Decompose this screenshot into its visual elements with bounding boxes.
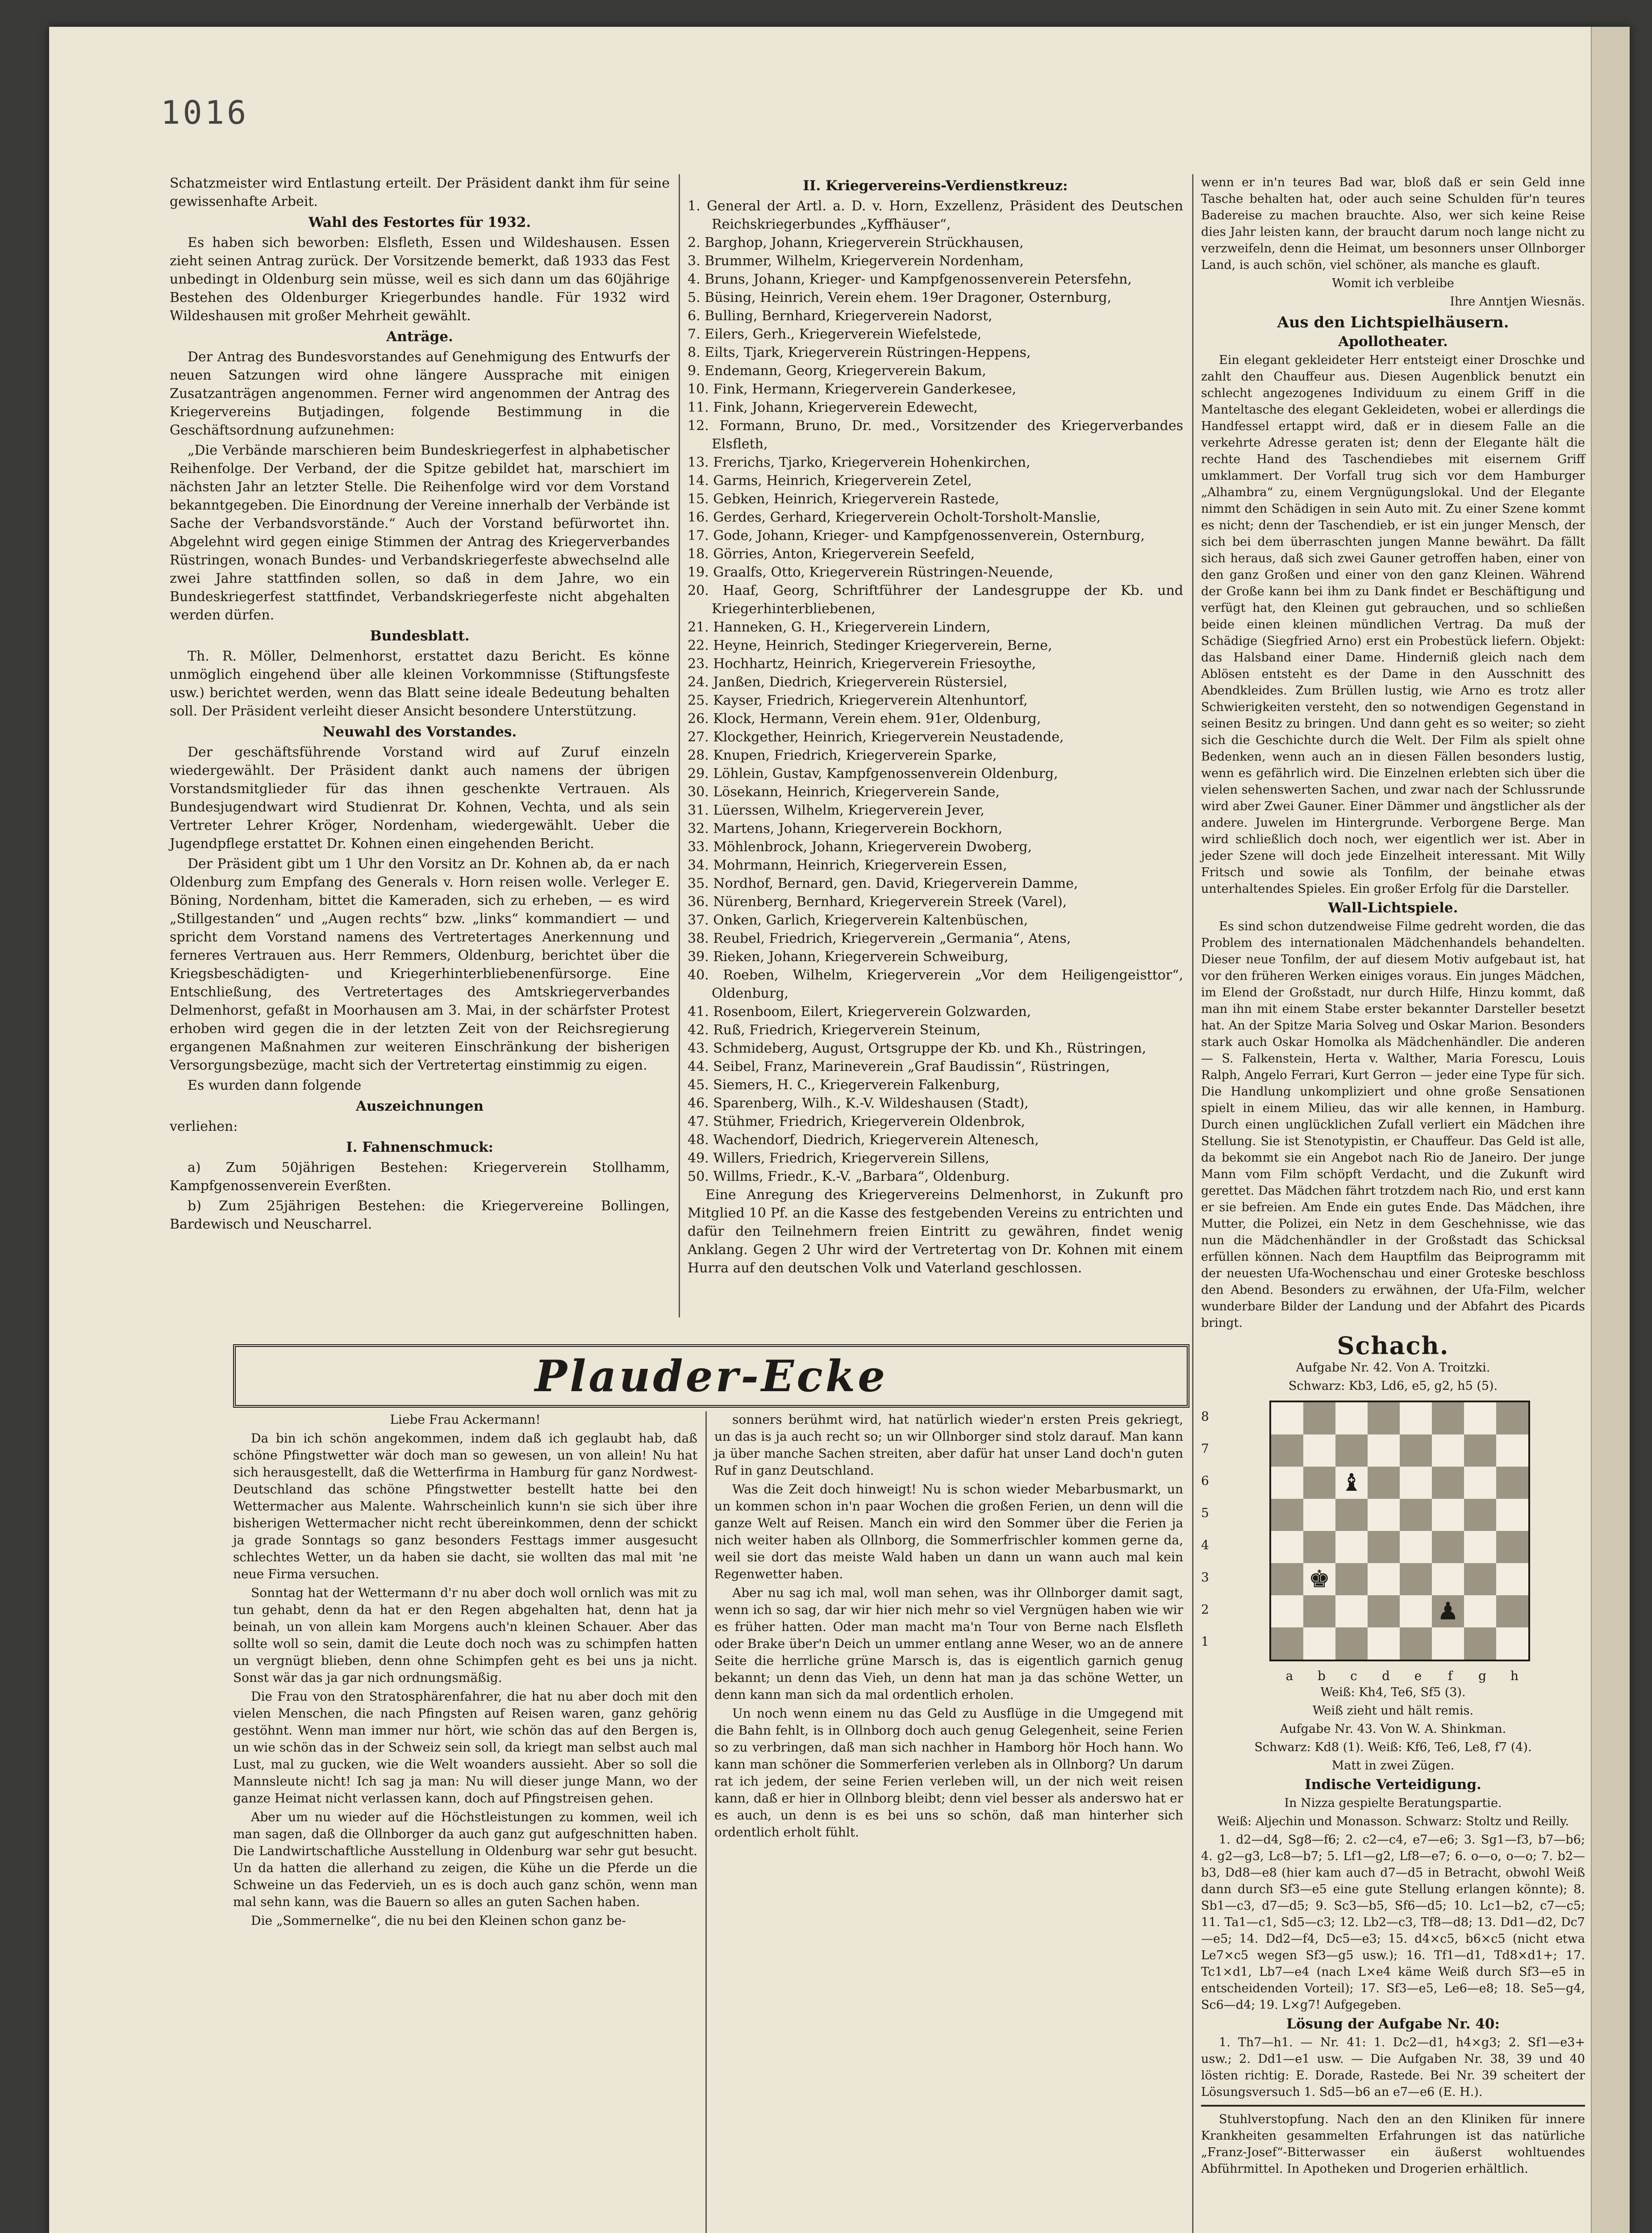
section-heading: Anträge. — [386, 329, 453, 345]
award-list-item: 8. Eilts, Tjark, Kriegerverein Rüstringen-Heppens, — [688, 345, 1031, 360]
award-list-item: 4. Bruns, Johann, Krieger- und Kampfgenossenverein Petersfehn, — [688, 272, 1132, 287]
chess-square — [1464, 1434, 1496, 1467]
chess-square — [1368, 1595, 1400, 1627]
paragraph: Der Präsident gibt um 1 Uhr den Vorsitz an Dr. Kohnen ab, da er nach Oldenburg zum Empfang des Generals v. Horn reisen wolle. Verleger E. Böning, Nordenham, bittet die Kameraden, sich zu erheben, — es wird „Stillgestanden“ und „Augen rechts“ bzw. „links“ kommandiert — und spricht dem Vorstand namens des Vertretertages Anerkennung und ferneres Vertrauen aus. Herr Remmers, Oldenburg, berichtet über die Kriegsbeschädigten- und Kriegerhinterbliebenenfürsorge. Eine Entschließung, des Vertretertages des Amtskriegerverbandes Delmenhorst, gefaßt in Moorhausen am 3. Mai, in der schärfster Protest erhoben wird gegen die in der letzten Zeit von der Reichsregierung ergangenen Maßnahmen zur weiteren Einschränkung der bisherigen Versorgungsbezüge, macht sich der Vertretertag einstimmig zu eigen. — [170, 856, 670, 1073]
column-2 — [688, 174, 1183, 1279]
chess-square — [1400, 1531, 1432, 1563]
column-3 — [1201, 174, 1585, 2179]
paragraph: wenn er in'n teures Bad war, bloß daß er sein Geld inne Tasche behalten hat, oder auch seine Schulden für'n teures Badereise zu machen brauchte. Also, wer sich keine Reise dies Jahr leisten kann, der braucht darum noch lange nicht zu verzweifeln, denn die Heimat, um besonners unser Ollnborger Land, is auch schön, viel schöner, als manche es glauft. — [1201, 176, 1585, 272]
chess-square — [1400, 1499, 1432, 1531]
award-list-item: 36. Nürenberg, Bernhard, Kriegerverein Streek (Varel), — [688, 894, 1067, 910]
award-list-item: 24. Janßen, Diedrich, Kriegerverein Rüstersiel, — [688, 674, 1008, 690]
award-list-item: 49. Willers, Friedrich, Kriegerverein Sillens, — [688, 1150, 989, 1166]
chess-square — [1464, 1563, 1496, 1595]
section-heading: Bundesblatt. — [370, 628, 470, 644]
award-list-item: 19. Graalfs, Otto, Kriegerverein Rüstringen-Neuende, — [688, 565, 1053, 580]
award-list-item: 42. Ruß, Friedrich, Kriegerverein Steinum, — [688, 1022, 981, 1038]
chess-square — [1400, 1627, 1432, 1660]
chess-square — [1303, 1434, 1335, 1467]
chess-square — [1432, 1563, 1464, 1595]
paragraph: Schatzmeister wird Entlastung erteilt. Der Präsident dankt ihm für seine gewissenhafte Arbeit. — [170, 176, 670, 209]
file-labels — [1219, 1668, 1585, 1684]
chess-square — [1400, 1434, 1432, 1467]
chess-square — [1432, 1531, 1464, 1563]
chess-square — [1303, 1467, 1335, 1499]
rank-label: 6 — [1201, 1473, 1209, 1488]
award-list-item: 27. Klockgether, Heinrich, Kriegerverein Neustadende, — [688, 729, 1064, 745]
paragraph: Der geschäftsführende Vorstand wird auf Zuruf einzeln wiedergewählt. Der Präsident dankt auch namens der übrigen Vorstandsmitglieder für das ihnen geschenkte Vertrauen. Als Bundesjugendwart wird Studienrat Dr. Kohnen, Vechta, und als sein Vertreter Lehrer Kröger, Nordenham, wiedergewählt. Ueber die Jugendpflege erstattet Dr. Kohnen einen eingehenden Bericht. — [170, 744, 670, 852]
paragraph: 1. Th7—h1. — Nr. 41: 1. Dc2—d1, h4×g3; 2. Sf1—e3+ usw.; 2. Dd1—e1 usw. — Die Aufgaben Nr. 38, 39 und 40 lösten richtig: E. Dorade, Rastede. Bei Nr. 39 scheitert der Lösungsversuch 1. Sd5—b6 an e7—e6 (E. H.). — [1201, 2036, 1585, 2099]
award-list-item: 18. Görries, Anton, Kriegerverein Seefeld, — [688, 546, 975, 562]
column-rule — [679, 174, 680, 1317]
letter-paragraph: Da bin ich schön angekommen, indem daß ich geglaubt hab, daß schöne Pfingstwetter wär doch man so gewesen, un von allein! Nu hat sich herausgestellt, daß die Wetterfirma in Hamburg für ganz Nordwest-Deutschland das schöne Pfingstwetter bestellt hatte bei den Wettermacher aus Malente. Wahrscheinlich kunn'n sie sich über ihre bisherigen Wettermacher nicht recht übereinkommen, denn der schickt ja grade Sonntags so ganz besonders Festtags immer ausgesucht schlechtes Wetter, un da haben sie dacht, sie wollten das mal mit 'ne neue Firma versuchen. — [233, 1431, 697, 1581]
chess-square — [1464, 1595, 1496, 1627]
section-heading: Apollotheater. — [1338, 334, 1448, 350]
chess-square — [1335, 1402, 1368, 1434]
letter-paragraph: Was die Zeit doch hinweigt! Nu is schon wieder Mebarbusmarkt, un un kommen schon in'n paar Wochen die großen Ferien, un denn will die ganze Welt auf Reisen. Manch ein wird den Sommer über die Ferien ja nich weiter haben als Ollnborg, die Sommerfrischler kommen gerne da, weil sie dort das meiste Wald haben un dann un wann auch mal kein Regenwetter haben. — [714, 1482, 1183, 1581]
game-players: Weiß: Aljechin und Monasson. Schwarz: Stoltz und Reilly. — [1217, 1815, 1569, 1828]
chess-square — [1400, 1563, 1432, 1595]
file-label: f — [1448, 1668, 1453, 1683]
plauder-left-column — [233, 1411, 697, 1931]
problem-black: Schwarz: Kb3, Ld6, e5, g2, h5 (5). — [1288, 1379, 1498, 1393]
chess-square — [1271, 1402, 1303, 1434]
problem-white: Weiß: Kh4, Te6, Sf5 (3). — [1320, 1685, 1466, 1699]
plauder-right-column — [714, 1411, 1183, 1843]
award-list-item: 3. Brummer, Wilhelm, Kriegerverein Nordenham, — [688, 253, 1024, 269]
chess-square: ♚ — [1303, 1563, 1335, 1595]
award-list-item: 2. Barghop, Johann, Kriegerverein Strückhausen, — [688, 235, 1024, 251]
section-heading: Aus den Lichtspielhäusern. — [1277, 314, 1509, 331]
advertisement: Stuhlverstopfung. Nach den an den Kliniken für innere Krankheiten gesammelten Erfahrungen ist das natürliche „Franz-Josef“-Bitterwasser ein äußerst wohltuendes Abführmittel. In Apotheken und Drogerien erhältlich. — [1201, 2112, 1585, 2176]
chess-square — [1271, 1595, 1303, 1627]
award-list-item: 29. Löhlein, Gustav, Kampfgenossenverein Oldenburg, — [688, 766, 1058, 782]
rank-label: 3 — [1201, 1570, 1209, 1585]
award-list-item: 31. Lüerssen, Wilhelm, Kriegerverein Jever, — [688, 803, 985, 818]
paragraph: Es wurden dann folgende — [188, 1078, 362, 1093]
column-1 — [170, 174, 670, 1235]
file-label: g — [1478, 1668, 1486, 1683]
section-heading: Auszeichnungen — [355, 1098, 484, 1114]
paragraph: a) Zum 50jährigen Bestehen: Kriegerverein Stollhamm, Kampfgenossenverein Everßten. — [170, 1160, 670, 1194]
award-list-item: 15. Gebken, Heinrich, Kriegerverein Rastede, — [688, 491, 999, 507]
file-label: b — [1318, 1668, 1326, 1683]
chess-square — [1271, 1467, 1303, 1499]
rank-label: 8 — [1201, 1409, 1209, 1424]
problem-task: Matt in zwei Zügen. — [1331, 1759, 1455, 1773]
chess-square — [1400, 1595, 1432, 1627]
award-list-item: 39. Rieken, Johann, Kriegerverein Schweiburg, — [688, 949, 1009, 965]
chess-square — [1368, 1467, 1400, 1499]
paragraph: Es sind schon dutzendweise Filme gedreht worden, die das Problem des internationalen Mädchenhandels behandelten. Dieser neue Tonfilm, der auf diesem Motiv aufgebaut ist, hat vor den früheren Werken einiges voraus. Ein junges Mädchen, im Elend der Großstadt, nur durch Hilfe, Hinzu kommt, daß man ihn mit einem Stabe erster bekannter Darsteller besetzt hat. An der Spitze Maria Solveg und Oskar Marion. Besonders stark auch Oskar Homolka als Mädchenhändler. Die anderen — S. Falkenstein, Herta v. Walther, Maria Forescu, Louis Ralph, Angelo Ferrari, Kurt Gerron — jeder eine Type für sich. Die Handlung unkompliziert und ohne große Sensationen spielt in einem Milieu, das wir alle kennen, in Hamburg. Durch einen unglücklichen Zufall verliert ein Mädchen ihre Stellung. Sie ist Stenotypistin, er Chauffeur. Das Geld ist alle, da bekommt sie ein Angebot nach Rio de Janeiro. Der junge Mann vom Film schöpft Verdacht, und die Zukunft wird gerettet. Das Mädchen fährt trotzdem nach Rio, und erst kann er sie befreien. Am Ende ein gutes Ende. Das Mädchen, ihre Mutter, die Polizei, ein Netz in dem Geschehnisse, wie das nun die Mädchenhändler in der Großstadt das Schicksal erfüllen können. Nach dem Hauptfilm das Beiprogramm mit der neuesten Ufa-Wochenschau und einer Groteske beschloss den Abend. Besonders zu erwähnen, der Ufa-Film, welcher wunderbare Bilder der Landung und der Abfahrt des Picards bringt. — [1201, 920, 1585, 1330]
chess-square — [1368, 1402, 1400, 1434]
rank-labels — [1201, 1401, 1209, 1658]
chess-square — [1496, 1499, 1528, 1531]
paragraph: „Die Verbände marschieren beim Bundeskriegerfest in alphabetischer Reihenfolge. Der Verband, der die Spitze gebildet hat, marschiert im nächsten Jahr an letzter Stelle. Die Reihenfolge wird vor dem Vorstand bekanntgegeben. Die Einordnung der Vereine innerhalb der Verbände ist Sache der Verbandsvorstände.“ Auch der Vorstand befürwortet ihn. Abgelehnt wird gegen einige Stimmen der Antrag des Kriegerverbandes Rüstringen, wonach Bundes- und Verbandskriegerfeste abwechselnd alle zwei Jahre stattfinden sollen, so daß in dem Jahre, wo ein Bundeskriegerfest stattfindet, Verbandskriegerfeste nicht abgehalten werden dürfen. — [170, 443, 670, 623]
chess-square — [1335, 1563, 1368, 1595]
rank-label: 5 — [1201, 1505, 1209, 1520]
chess-square — [1496, 1627, 1528, 1660]
chess-square — [1368, 1434, 1400, 1467]
chess-square — [1432, 1402, 1464, 1434]
file-label: d — [1382, 1668, 1390, 1683]
chess-square — [1368, 1499, 1400, 1531]
chess-square — [1464, 1627, 1496, 1660]
rank-label: 2 — [1201, 1602, 1209, 1617]
section-heading: Indische Verteidigung. — [1305, 1777, 1481, 1793]
section-heading: Neuwahl des Vorstandes. — [322, 724, 517, 740]
problem-title: Aufgabe Nr. 43. Von W. A. Shinkman. — [1280, 1722, 1506, 1736]
chess-square — [1496, 1402, 1528, 1434]
chess-square — [1496, 1531, 1528, 1563]
page-number: 1016 — [161, 94, 249, 131]
paragraph: Womit ich verbleibe — [1332, 276, 1454, 290]
game-subtitle: In Nizza gespielte Beratungspartie. — [1284, 1796, 1502, 1810]
award-list-item: 44. Seibel, Franz, Marineverein „Graf Baudissin“, Rüstringen, — [688, 1059, 1110, 1075]
chess-square — [1271, 1499, 1303, 1531]
award-list-item: 45. Siemers, H. C., Kriegerverein Falkenburg, — [688, 1077, 1000, 1093]
award-list-item: 34. Mohrmann, Heinrich, Kriegerverein Essen, — [688, 857, 1007, 873]
chess-square — [1271, 1531, 1303, 1563]
award-list-item: 7. Eilers, Gerh., Kriegerverein Wiefelstede, — [688, 326, 982, 342]
award-list-item: 28. Knupen, Friedrich, Kriegerverein Sparke, — [688, 748, 997, 763]
chess-square — [1335, 1499, 1368, 1531]
letter-paragraph: Un noch wenn einem nu das Geld zu Ausflüge in die Umgegend mit die Bahn fehlt, is in Ollnborg doch auch genug Gelegenheit, seine Ferien so zu verbringen, daß man sich nachher in Hamborg hör Hoch hann. Wo kann man schöner die Sommerferien verleben als in Ollnborg? Un darum rat ich jedem, der seine Ferien verleben will, un der nich weit reisen kann, daß er hier in Ollnborg bleibt; denn viel besser als anderswo hat er es auch, un denn is es bei uns so schön, daß man hinterher sich ordentlich erholt fühlt. — [714, 1706, 1183, 1840]
paragraph: Ein elegant gekleideter Herr entsteigt einer Droschke und zahlt den Chauffeur aus. Diesen Augenblick benutzt ein schlecht angezogenes Individuum zu einem Griff in die Manteltasche des elegant Gekleideten, wobei er allerdings die Handfessel ertappt wird, daß er in diesem Falle an die verkehrte Adresse geraten ist; denn der Elegante hält die rechte Hand des Taschendiebes mit eisernem Griff umklammert. Der Vorfall trug sich vor dem Hamburger „Alhambra“ zu, einem Vergnügungslokal. Und der Elegante nimmt den Schädigen in sein Auto mit. Zu einer Szene kommt es nicht; denn der Taschendieb, er ist ein junger Mensch, der sich bei dem überraschten jungen Manne bewährt. Da fällt sich heraus, daß sich zwei Gauner getroffen haben, einer von den ganz Großen und einer von den ganz Kleinen. Während der Große kann bei ihm zu Dank findet er Beschäftigung und verfügt hat, den Kleinen gut gebrauchen, und so schließen beide einen kleinen mündlichen Vertrag. Da muß der Schädige (Siegfried Arno) erst ein Probestück liefern. Objekt: das Halsband einer Dame. Hinderniß gleich nach dem Ablösen entsteht es der Dame in den Ausschnitt des Abendkleides. Zum Brüllen lustig, wie Arno es trotz aller Schwierigkeiten versteht, den so notwendigen Gegenstand in seinen Besitz zu bringen. Und dann geht es so weiter; so zieht sich die Geschichte durch die Welt. Der Film als spielt ohne Bedenken, wenn auch an in diesen Fällen besonders lustig, wenn es gefährlich wird. Die Einzelnen erlebten sich über die vielen sehenswerten Sachen, und zwar nach der Schlussrunde wird aber Zwei Gauner. Einer Dämmer und ängstlicher als der andere. Juwelen im Hintergrunde. Verborgene Berge. Man wird schließlich doch noch, wer eigentlich wer ist. Aber in jeder Szene will doch jede Einzelheit interessant. Mit Willy Fritsch und sowie als Tonfilm, der beinahe etwas unterhaltendes Spieles. Ein großer Erfolg für die Darsteller. — [1201, 353, 1585, 896]
paragraph: Der Antrag des Bundesvorstandes auf Genehmigung des Entwurfs der neuen Satzungen wird ohne längere Aussprache mit einigen Zusatzanträgen angenommen. Ferner wird angenommen der Antrag des Kriegervereins Butjadingen, folgende Bestimmung in die Geschäftsordnung aufzunehmen: — [170, 349, 670, 438]
game-moves: 1. d2—d4, Sg8—f6; 2. c2—c4, e7—e6; 3. Sg1—f3, b7—b6; 4. g2—g3, Lc8—b7; 5. Lf1—g2, Lf8—e7; 6. o—o, o—o; 7. b2—b3, Dd8—e8 (hier kam auch d7—d5 in Betracht, obwohl Weiß dann durch Sf3—e5 eine gute Stellung erlangen könnte); 8. Sb1—c3, d7—d5; 9. Sc3—b5, Sf6—d5; 10. Lc1—b2, c7—c5; 11. Ta1—c1, Sd5—c3; 12. Lb2—c3, Tf8—d8; 13. Dd1—d2, Dc7—e5; 14. Dd2—f4, Dc5—e3; 15. d4×c5, b6×c5 (nicht etwa Le7×c5 wegen Sf3—g5 usw.); 16. Tf1—d1, Td8×d1+; 17. Tc1×d1, Lb7—e4 (nach L×e4 käme Weiß durch Sf3—e5 in entscheidenden Vorteil); 17. Sf3—e5, Le6—e8; 18. Se5—g4, Sc6—d4; 19. L×g7! Aufgegeben. — [1201, 1833, 1585, 2012]
award-list-item: 37. Onken, Garlich, Kriegerverein Kaltenbüschen, — [688, 912, 1028, 928]
award-list — [688, 197, 1183, 1186]
chess-heading: Schach. — [1337, 1331, 1449, 1360]
award-list-item: 25. Kayser, Friedrich, Kriegerverein Altenhuntorf, — [688, 693, 1028, 708]
letter-paragraph: Die „Sommernelke“, die nu bei den Kleinen schon ganz be- — [251, 1913, 626, 1928]
paragraph: Es haben sich beworben: Elsfleth, Essen und Wildeshausen. Essen zieht seinen Antrag zurück. Der Vorsitzende bemerkt, daß 1933 das Fest unbedingt in Oldenburg sein müsse, weil es sich dann um das 60jährige Bestehen des Oldenburger Kriegerbundes handle. Für 1932 wird Wildeshausen mit großer Mehrheit gewählt. — [170, 235, 670, 324]
section-heading: Wahl des Festortes für 1932. — [308, 214, 531, 230]
award-list-item: 50. Willms, Friedr., K.-V. „Barbara“, Oldenburg. — [688, 1169, 1010, 1184]
letter-paragraph: sonners berühmt wird, hat natürlich wieder'n ersten Preis gekriegt, un das is ja auch recht so; un wir Ollnborger sind stolz darauf. Man kann ja über manche Sachen streiten, aber dafür hat unser Land doch'n guten Ruf in ganz Deutschland. — [714, 1412, 1183, 1478]
section-heading: Lösung der Aufgabe Nr. 40: — [1286, 2016, 1500, 2032]
problem-task: Weiß zieht und hält remis. — [1312, 1704, 1474, 1718]
letter-salutation: Liebe Frau Ackermann! — [390, 1412, 541, 1427]
adjacent-page-edge — [1591, 27, 1630, 2233]
column-rule — [705, 1411, 707, 2233]
award-list-item: 11. Fink, Johann, Kriegerverein Edewecht, — [688, 400, 978, 415]
chess-square — [1368, 1627, 1400, 1660]
chess-square — [1335, 1434, 1368, 1467]
award-list-item: 32. Martens, Johann, Kriegerverein Bockhorn, — [688, 821, 1003, 836]
award-list-item: 41. Rosenboom, Eilert, Kriegerverein Golzwarden, — [688, 1004, 1031, 1020]
section-heading: II. Kriegervereins-Verdienstkreuz: — [803, 178, 1068, 194]
column-rule — [1192, 174, 1193, 2233]
chess-square — [1464, 1467, 1496, 1499]
chess-square — [1432, 1434, 1464, 1467]
award-list-item: 33. Möhlenbrock, Johann, Kriegerverein Dwoberg, — [688, 839, 1032, 855]
award-list-item: 43. Schmideberg, August, Ortsgruppe der Kb. und Kh., Rüstringen, — [688, 1041, 1147, 1056]
file-label: e — [1414, 1668, 1422, 1683]
letter-paragraph: Sonntag hat der Wettermann d'r nu aber doch woll ornlich was mit zu tun gehabt, denn da hat er den Regen abgehalten hat, denn hat ja beinah, un von allein kam Morgens auch'n kleinen Schauer. Aber das sollte woll so sein, damit die Leute doch noch was zu schimpfen hatten un vergnügt blieben, denn ohne Schimpfen geht es bei uns ja nicht. Sonst wär das ja gar nich ordnungsmäßig. — [233, 1585, 697, 1685]
paragraph: verliehen: — [170, 1119, 238, 1134]
award-list-item: 6. Bulling, Bernhard, Kriegerverein Nadorst, — [688, 308, 993, 324]
award-list-item: 46. Sparenberg, Wilh., K.-V. Wildeshausen (Stadt), — [688, 1096, 1029, 1111]
chess-square — [1496, 1434, 1528, 1467]
chess-board — [1269, 1401, 1530, 1661]
chess-square — [1303, 1499, 1335, 1531]
letter-body — [714, 1411, 1183, 1841]
chess-square — [1496, 1595, 1528, 1627]
letter-paragraph: Die Frau von den Stratosphärenfahrer, die hat nu aber doch mit den vielen Menschen, die nach Pfingsten auf Reisen waren, ganz gehörig gestöhnt. Wenn man immer nur hört, wie schön das auf den Bergen is, un wie schön das in der Schweiz sein soll, da kriegt man selbst auch mal Lust, mal zu gucken, wie die Welt woanders aussieht. Aber so soll die Mannsleute nicht! Ich sag ja man: Nu will dieser junge Mann, wo der ganze Heimat nicht verlassen kann, doch auf Pfingstreisen gehen. — [233, 1689, 697, 1806]
chess-square — [1432, 1627, 1464, 1660]
problem-pieces: Schwarz: Kd8 (1). Weiß: Kf6, Te6, Le8, f7 (4). — [1254, 1740, 1532, 1754]
chess-square: ♝ — [1335, 1467, 1368, 1499]
chess-square — [1303, 1402, 1335, 1434]
rank-label: 1 — [1201, 1634, 1209, 1649]
chess-square: ♟ — [1432, 1595, 1464, 1627]
paragraph: b) Zum 25jährigen Bestehen: die Kriegervereine Bollingen, Bardewisch und Neuscharrel. — [170, 1198, 670, 1232]
award-list-item: 1. General der Artl. a. D. v. Horn, Exzellenz, Präsident des Deutschen Reichskriegerbundes „Kyffhäuser“, — [688, 198, 1183, 232]
award-list-item: 5. Büsing, Heinrich, Verein ehem. 19er Dragoner, Osternburg, — [688, 290, 1112, 305]
award-list-item: 16. Gerdes, Gerhard, Kriegerverein Ocholt-Torsholt-Manslie, — [688, 510, 1101, 525]
chess-square — [1271, 1563, 1303, 1595]
award-list-item: 9. Endemann, Georg, Kriegerverein Bakum, — [688, 363, 986, 379]
file-label: h — [1510, 1668, 1519, 1683]
award-list-item: 26. Klock, Hermann, Verein ehem. 91er, Oldenburg, — [688, 711, 1041, 727]
chess-square — [1303, 1595, 1335, 1627]
award-list-item: 21. Hanneken, G. H., Kriegerverein Lindern, — [688, 619, 991, 635]
chess-square — [1464, 1499, 1496, 1531]
banner-title: Plauder-Ecke — [534, 1351, 888, 1401]
chess-square — [1303, 1627, 1335, 1660]
chess-square — [1432, 1467, 1464, 1499]
award-list-item: 13. Frerichs, Tjarko, Kriegerverein Hohenkirchen, — [688, 455, 1030, 470]
chess-square — [1496, 1467, 1528, 1499]
chess-square — [1335, 1595, 1368, 1627]
chess-square — [1271, 1627, 1303, 1660]
chess-square — [1464, 1402, 1496, 1434]
chess-square — [1400, 1402, 1432, 1434]
award-list-item: 10. Fink, Hermann, Kriegerverein Ganderkesee, — [688, 381, 1017, 397]
award-list-item: 35. Nordhof, Bernard, gen. David, Kriegerverein Damme, — [688, 876, 1078, 891]
chess-square — [1271, 1434, 1303, 1467]
award-list-item: 12. Formann, Bruno, Dr. med., Vorsitzender des Kriegerverbandes Elsfleth, — [688, 418, 1183, 452]
section-heading: I. Fahnenschmuck: — [346, 1139, 493, 1155]
letter-paragraph: Aber nu sag ich mal, woll man sehen, was ihr Ollnborger damit sagt, wenn ich so sag, dar wir hier nich mehr so viel Vergnügen haben wie wir es früher hatten. Oder man macht ma'n Tour von Berne nach Elsfleth oder Brake über'n Deich un ummer entlang anne Weser, wo an de annere Seite die herrliche grüne Marsch is, das is eigentlich garnich genug bekannt; un denn das Vieh, un denn hat man ja das schöne Wetter, un denn kann man sich da mal ordentlich erholen. — [714, 1585, 1183, 1702]
rank-label: 4 — [1201, 1538, 1209, 1552]
newspaper-page — [49, 27, 1630, 2233]
award-list-item: 48. Wachendorf, Diedrich, Kriegerverein Altenesch, — [688, 1132, 1039, 1148]
award-list-item: 20. Haaf, Georg, Schriftführer der Landesgruppe der Kb. und Kriegerhinterbliebenen, — [688, 583, 1183, 617]
rank-label: 7 — [1201, 1441, 1209, 1456]
chess-square — [1335, 1627, 1368, 1660]
award-list-item: 30. Lösekann, Heinrich, Kriegerverein Sande, — [688, 784, 1000, 800]
problem-title: Aufgabe Nr. 42. Von A. Troitzki. — [1296, 1361, 1490, 1375]
award-list-item: 47. Stühmer, Friedrich, Kriegerverein Oldenbrok, — [688, 1114, 1026, 1129]
chess-diagram — [1201, 1401, 1585, 1661]
chess-square — [1432, 1499, 1464, 1531]
file-label: a — [1285, 1668, 1293, 1683]
award-list-item: 22. Heyne, Heinrich, Stedinger Kriegerverein, Berne, — [688, 638, 1052, 653]
letter-paragraph: Aber um nu wieder auf die Höchstleistungen zu kommen, weil ich man sagen, daß die Ollnborger da auch ganz gut aufgeschnitten haben. Die Landwirtschaftliche Ausstellung in Oldenburg war sehr gut besucht. Un da hatten die allerhand zu zeigen, die Kühe un die Pferde un die Schweine un das Federvieh, un es is doch auch ganz schön, wenn man mal sehn kann, was die Bauern so alles an guten Sachen haben. — [233, 1810, 697, 1909]
award-list-item: 40. Roeben, Wilhelm, Kriegerverein „Vor dem Heiligengeisttor“, Oldenburg, — [688, 967, 1183, 1001]
paragraph: Th. R. Möller, Delmenhorst, erstattet dazu Bericht. Es könne unmöglich eingehend über alle kleinen Vorkommnisse (Stiftungsfeste usw.) berichtet werden, wenn das Blatt seine ideale Bedeutung behalten soll. Der Präsident verleiht dieser Ansicht besondere Unterstützung. — [170, 648, 670, 719]
section-heading: Wall-Lichtspiele. — [1328, 900, 1458, 916]
chess-square — [1368, 1531, 1400, 1563]
chess-square — [1496, 1563, 1528, 1595]
chess-square — [1400, 1467, 1432, 1499]
chess-square — [1335, 1531, 1368, 1563]
plauder-ecke-banner — [233, 1344, 1189, 1408]
award-list-item: 14. Garms, Heinrich, Kriegerverein Zetel, — [688, 473, 972, 489]
award-list-item: 23. Hochhartz, Heinrich, Kriegerverein Friesoythe, — [688, 656, 1036, 672]
signature: Ihre Anntjen Wiesnäs. — [1450, 295, 1585, 309]
award-list-item: 38. Reubel, Friedrich, Kriegerverein „Germania“, Atens, — [688, 931, 1071, 946]
chess-square — [1464, 1531, 1496, 1563]
file-label: c — [1350, 1668, 1357, 1683]
letter-body — [233, 1430, 697, 1929]
paragraph: Eine Anregung des Kriegervereins Delmenhorst, in Zukunft pro Mitglied 10 Pf. an die Kasse des festgebenden Vereins zu entrichten und dafür den Teilnehmern freien Eintritt zu gewähren, findet wenig Anklang. Gegen 2 Uhr wird der Vertretertag von Dr. Kohnen mit einem Hurra auf den deutschen Volk und Vaterland geschlossen. — [688, 1187, 1183, 1276]
chess-square — [1303, 1531, 1335, 1563]
chess-square — [1368, 1563, 1400, 1595]
divider — [1201, 2105, 1585, 2107]
award-list-item: 17. Gode, Johann, Krieger- und Kampfgenossenverein, Osternburg, — [688, 528, 1145, 544]
